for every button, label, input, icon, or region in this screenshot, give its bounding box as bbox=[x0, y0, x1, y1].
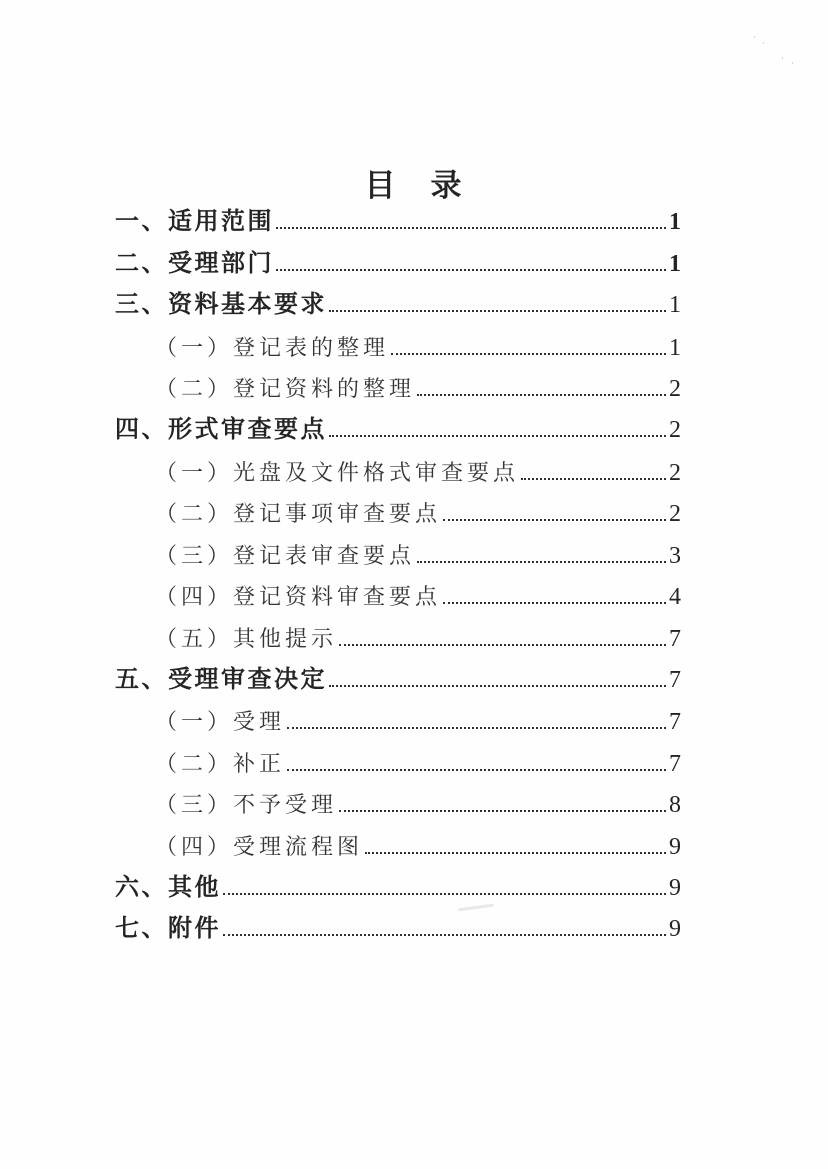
dot-leader bbox=[276, 227, 666, 229]
dot-leader bbox=[521, 478, 666, 480]
toc-entry-label: 二、受理部门 bbox=[115, 250, 274, 277]
toc-entry bbox=[115, 244, 681, 286]
toc-entry-label: （二）补正 bbox=[155, 750, 286, 776]
toc-entry-page-number: 1 bbox=[669, 334, 681, 361]
toc-entry-label: （二）登记事项审查要点 bbox=[155, 501, 442, 527]
scan-speckle: · bbox=[762, 39, 765, 49]
toc-entry bbox=[115, 535, 681, 577]
dot-leader bbox=[443, 519, 666, 521]
toc-entry-page-number: 3 bbox=[669, 542, 681, 569]
toc-entry-label: （四）登记资料审查要点 bbox=[155, 584, 442, 610]
toc-entry-page-number: 7 bbox=[669, 666, 681, 693]
toc-entry bbox=[115, 368, 681, 410]
dot-leader bbox=[365, 852, 666, 854]
toc-entry-label: 四、形式审查要点 bbox=[115, 416, 327, 443]
dot-leader bbox=[339, 810, 666, 812]
toc-entry-page-number: 8 bbox=[669, 792, 681, 819]
dot-leader bbox=[417, 561, 666, 563]
toc-entry-page-number: 7 bbox=[669, 709, 681, 736]
toc-entry-page-number: 9 bbox=[669, 874, 681, 901]
toc-entry bbox=[115, 576, 681, 618]
toc-entry-label: （四）受理流程图 bbox=[155, 833, 364, 859]
dot-leader bbox=[391, 353, 666, 355]
dot-leader bbox=[329, 435, 666, 437]
toc-entry-page-number: 1 bbox=[669, 209, 681, 235]
dot-leader bbox=[329, 310, 666, 312]
toc-entry-label: 五、受理审查决定 bbox=[115, 666, 327, 693]
dot-leader bbox=[223, 893, 666, 895]
toc-entry-label: （三）登记表审查要点 bbox=[155, 542, 416, 568]
dot-leader bbox=[339, 644, 666, 646]
toc-entry bbox=[115, 327, 681, 369]
toc-entry-page-number: 2 bbox=[669, 376, 681, 403]
toc-entry-page-number: 2 bbox=[669, 459, 681, 486]
toc-entry-page-number: 9 bbox=[669, 833, 681, 860]
toc-entry-label: （一）光盘及文件格式审查要点 bbox=[155, 459, 520, 485]
toc-entry bbox=[115, 868, 681, 910]
dot-leader bbox=[287, 769, 666, 771]
dot-leader bbox=[287, 727, 666, 729]
toc-entry bbox=[115, 410, 681, 452]
toc-entry-page-number: 2 bbox=[669, 501, 681, 528]
toc-entry bbox=[115, 618, 681, 660]
toc-entry-label: 三、资料基本要求 bbox=[115, 292, 327, 319]
toc-entry bbox=[115, 701, 681, 743]
toc-entry-label: （三）不予受理 bbox=[155, 792, 338, 818]
toc-entry-page-number: 7 bbox=[669, 625, 681, 652]
toc-entry-label: 一、适用范围 bbox=[115, 209, 274, 235]
toc-entry-label: 六、其他 bbox=[115, 874, 221, 901]
toc-entry bbox=[115, 285, 681, 327]
scan-speckle: · bbox=[781, 54, 784, 64]
toc-entry-page-number: 1 bbox=[669, 250, 681, 277]
toc-entry-label: 七、附件 bbox=[115, 916, 221, 943]
scan-speckle: · bbox=[753, 33, 756, 43]
toc-entry-page-number: 2 bbox=[669, 416, 681, 443]
toc-list bbox=[115, 202, 681, 951]
toc-entry bbox=[115, 909, 681, 951]
toc-entry bbox=[115, 826, 681, 868]
toc-entry-page-number: 9 bbox=[669, 916, 681, 943]
dot-leader bbox=[443, 602, 666, 604]
toc-entry-page-number: 4 bbox=[669, 584, 681, 611]
toc-entry-label: （五）其他提示 bbox=[155, 625, 338, 651]
dot-leader bbox=[223, 934, 666, 936]
toc-entry-label: （一）受理 bbox=[155, 709, 286, 735]
toc-entry-label: （一）登记表的整理 bbox=[155, 334, 390, 360]
toc-title: 目 录 bbox=[364, 168, 464, 203]
dot-leader bbox=[329, 685, 666, 687]
toc-entry-page-number: 1 bbox=[669, 292, 681, 319]
toc-entry bbox=[115, 660, 681, 702]
dot-leader bbox=[417, 394, 666, 396]
dot-leader bbox=[276, 269, 666, 271]
toc-entry bbox=[115, 493, 681, 535]
toc-entry bbox=[115, 452, 681, 494]
toc-entry bbox=[115, 202, 681, 244]
scan-speckle: · bbox=[791, 59, 794, 69]
toc-entry-page-number: 7 bbox=[669, 750, 681, 777]
toc-entry bbox=[115, 743, 681, 785]
toc-entry bbox=[115, 784, 681, 826]
toc-entry-label: （二）登记资料的整理 bbox=[155, 376, 416, 402]
